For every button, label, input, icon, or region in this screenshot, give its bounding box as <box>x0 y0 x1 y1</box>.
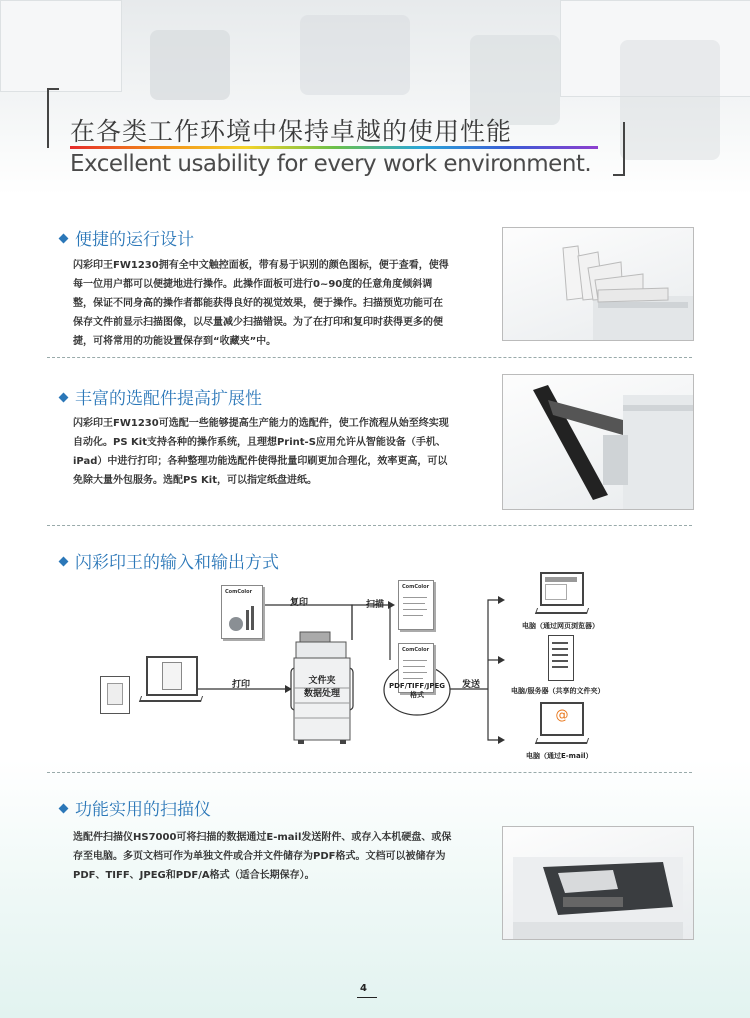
email-pc-keyboard <box>535 738 589 744</box>
browser-pc-monitor <box>540 572 584 606</box>
label-pc-server: 电脑/服务器（共享的文件夹） <box>511 687 605 695</box>
copy-source-document: ComColor <box>221 585 263 639</box>
diamond-bullet-icon <box>59 803 69 813</box>
section-title-scanner: 功能实用的扫描仪 <box>60 795 211 820</box>
section-title-operation: 便捷的运行设计 <box>60 225 194 250</box>
folder-processing-box: 文件夹 数据处理 <box>303 676 340 699</box>
tablet-device-icon <box>100 676 130 714</box>
browser-pc-keyboard <box>535 608 589 614</box>
section-text-options: 闪彩印王FW1230可选配一些能够提高生产能力的选配件，使工作流程从始至终实现 自动化。PS Kit支持各种的操作系统，且理想Print-S应用允许从智能设备（手机、 iPad）中进行打印；各种整理功能选配件使得批量印刷更加合理化，效率更高，可以 免除大量外包服务。选配PS Kit，可以指定纸盘进纸。 <box>73 418 449 486</box>
section-text-operation: 闪彩印王FW1230拥有全中文触控面板，带有易于识别的颜色图标，便于查看，使得 每一位用户都可以便捷地进行操作。此操作面板可进行0~90度的任意角度倾斜调 整，保证不同身高的操作者都能获得良好的视觉效果，便于操作。扫描预览功能可在 保存文件前显示扫描图像，以尽量减少扫描错误。为了在打印和复印时获得更多的便 捷，可将常用的功能设置保存到“收藏夹”中。 <box>73 260 449 347</box>
label-send: 发送 <box>462 680 481 690</box>
section-title-io: 闪彩印王的输入和输出方式 <box>60 548 279 573</box>
format-bubble: PDF/TIFF/JPEG 格式 <box>388 682 446 699</box>
page-title-chinese: 在各类工作环境中保持卓越的使用性能 <box>70 117 513 146</box>
page-number: 4 <box>360 983 367 994</box>
email-pc-monitor <box>540 702 584 736</box>
server-icon <box>548 635 574 681</box>
label-pc-browser: 电脑（通过网页浏览器） <box>522 622 599 630</box>
source-pc-monitor <box>146 656 198 696</box>
scanned-document-2: ComColor <box>398 643 434 693</box>
document-graphic-icon <box>226 602 258 634</box>
label-scan: 扫描 <box>366 600 385 610</box>
section-divider <box>47 772 692 773</box>
label-print: 打印 <box>232 680 251 690</box>
page-number-underline <box>357 997 377 998</box>
source-pc-keyboard <box>139 696 203 702</box>
section-text-scanner: 选配件扫描仪HS7000可将扫描的数据通过E-mail发送附件、或存入本机硬盘、或保 存至电脑。多页文档可作为单独文件或合并文件储存为PDF格式。文档可以被储存为 PDF、TIFF、JPEG和PDF/A格式（适合长期保存）。 <box>73 832 452 881</box>
label-copy: 复印 <box>290 598 309 608</box>
scanner-photo <box>502 826 694 940</box>
section-title-options: 丰富的选配件提高扩展性 <box>60 384 262 409</box>
label-pc-email: 电脑（通过E-mail） <box>526 752 593 760</box>
scanned-document-1: ComColor <box>398 580 434 630</box>
page-title-english: Excellent usability for every work environment. <box>70 151 592 177</box>
email-at-icon: @ <box>555 708 569 723</box>
